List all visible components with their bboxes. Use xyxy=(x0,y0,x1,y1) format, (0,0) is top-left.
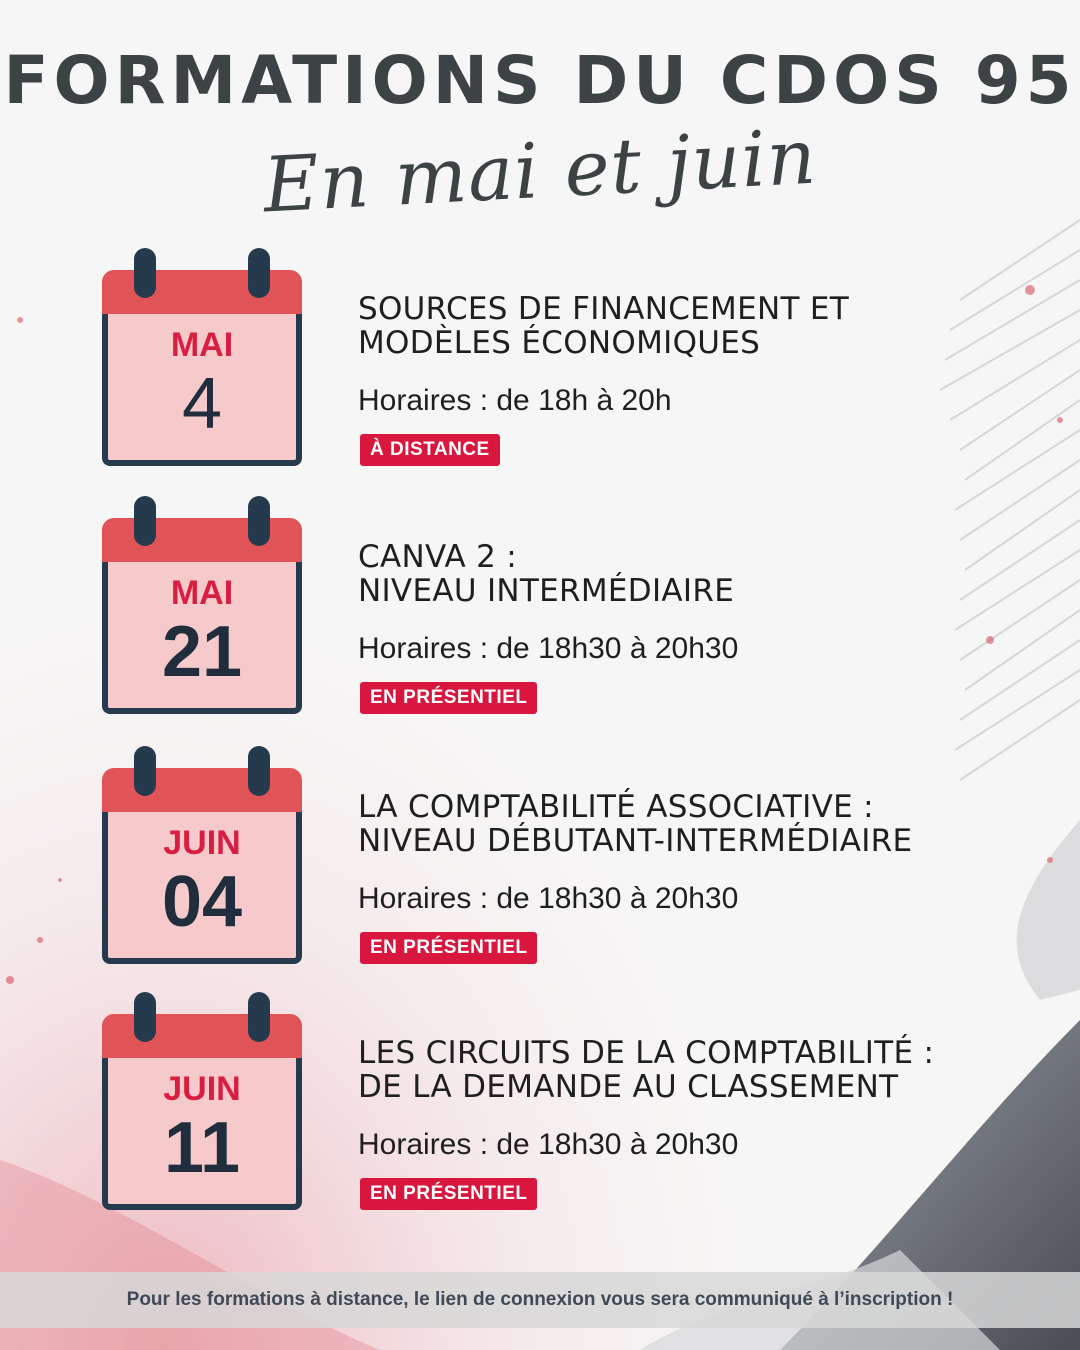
event-card xyxy=(0,746,1080,976)
calendar-icon xyxy=(102,746,302,968)
event-hours: Horaires : de 18h30 à 20h30 xyxy=(358,632,739,665)
event-month: MAI xyxy=(170,326,234,364)
event-day: 11 xyxy=(163,1108,241,1188)
page-title: FORMATIONS DU CDOS 95 xyxy=(3,42,1077,119)
calendar-icon xyxy=(102,248,302,470)
event-card xyxy=(0,248,1080,478)
event-format-badge: EN PRÉSENTIEL xyxy=(360,932,537,964)
event-month: JUIN xyxy=(163,824,241,862)
calendar-icon xyxy=(102,496,302,718)
event-format-badge: EN PRÉSENTIEL xyxy=(360,1178,537,1210)
event-hours: Horaires : de 18h30 à 20h30 xyxy=(358,1128,739,1161)
calendar-icon xyxy=(102,992,302,1214)
event-month: MAI xyxy=(170,574,234,612)
event-card xyxy=(0,992,1080,1222)
event-card xyxy=(0,496,1080,726)
event-hours: Horaires : de 18h à 20h xyxy=(358,384,672,417)
event-title: LA COMPTABILITÉ ASSOCIATIVE : NIVEAU DÉBUTANT-INTERMÉDIAIRE xyxy=(358,789,913,859)
event-title: CANVA 2 : NIVEAU INTERMÉDIAIRE xyxy=(358,539,735,609)
event-day: 21 xyxy=(161,612,243,692)
event-format-badge: EN PRÉSENTIEL xyxy=(360,682,537,714)
event-hours: Horaires : de 18h30 à 20h30 xyxy=(358,882,739,915)
event-title: SOURCES DE FINANCEMENT ET MODÈLES ÉCONOMIQUES xyxy=(358,291,849,361)
event-title: LES CIRCUITS DE LA COMPTABILITÉ : DE LA DEMANDE AU CLASSEMENT xyxy=(358,1035,935,1105)
event-format-badge: À DISTANCE xyxy=(360,434,500,466)
event-month: JUIN xyxy=(163,1070,241,1108)
page-subtitle: En mai et juin xyxy=(261,111,819,230)
footer-note: Pour les formations à distance, le lien de connexion vous sera communiqué à l’inscription ! xyxy=(0,1272,1080,1328)
event-day: 4 xyxy=(181,364,223,444)
event-day: 04 xyxy=(161,862,243,942)
